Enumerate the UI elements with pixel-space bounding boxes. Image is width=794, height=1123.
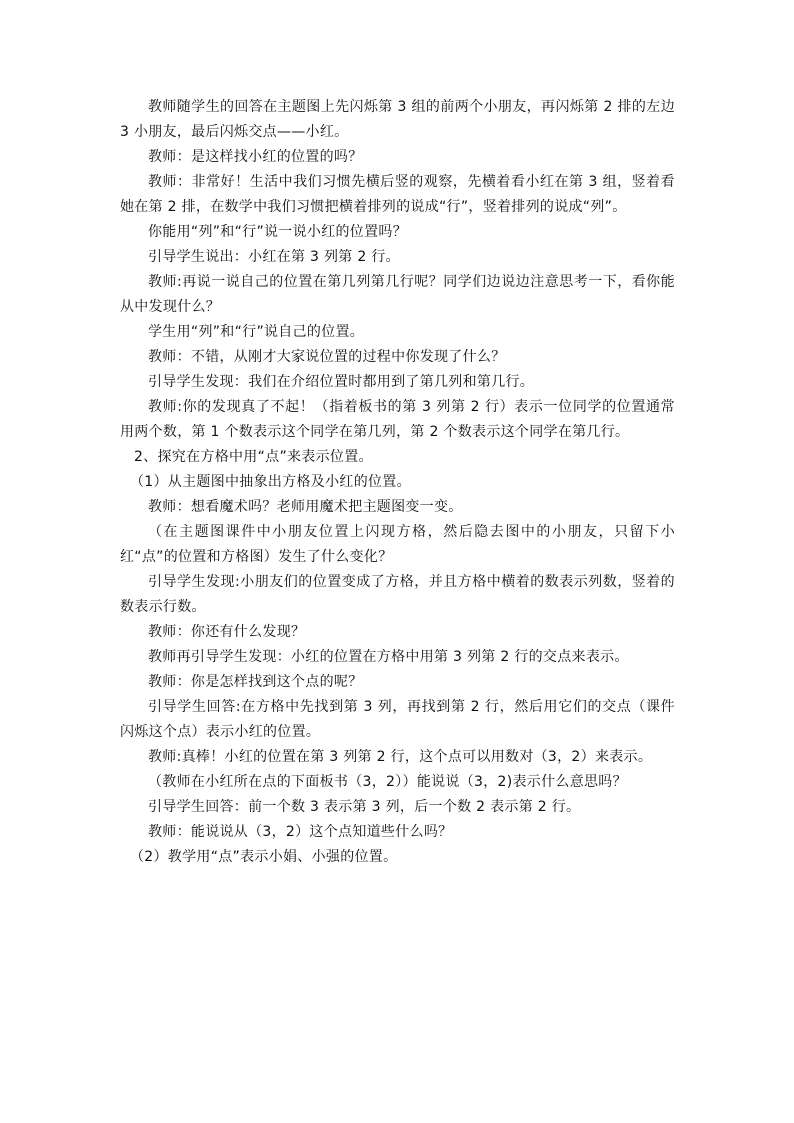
paragraph: 教师:你的发现真了不起！（指着板书的第 3 列第 2 行）表示一位同学的位置通常用两个数，第 1 个数表示这个同学在第几列，第 2 个数表示这个同学在第几行。 [120,399,675,440]
paragraph: 教师:再说一说自己的位置在第几列第几行呢？同学们边说边注意思考一下，看你能从中发现什么？ [120,274,675,315]
paragraph: 引导学生回答：前一个数 3 表示第 3 列，后一个数 2 表示第 2 行。 [148,799,581,815]
subsection-heading: （1）从主题图中抽象出方格及小红的位置。 [130,474,411,490]
paragraph: 教师:真棒！小红的位置在第 3 列第 2 行，这个点可以用数对（3，2）来表示。 [148,749,653,765]
section-heading: 2、探究在方格中用“点”来表示位置。 [134,449,373,465]
paragraph: 教师：你还有什么发现？ [148,624,306,640]
paragraph: 引导学生发现:小朋友们的位置变成了方格，并且方格中横着的数表示列数，竖着的数表示行数。 [120,574,675,615]
paragraph: 教师：想看魔术吗？老师用魔术把主题图变一变。 [148,499,463,515]
paragraph: 教师：你是怎样找到这个点的呢？ [148,674,363,690]
paragraph: 教师：不错，从刚才大家说位置的过程中你发现了什么？ [148,349,506,365]
paragraph: 教师随学生的回答在主题图上先闪烁第 3 组的前两个小朋友，再闪烁第 2 排的左边 3 小朋友，最后闪烁交点——小红。 [120,99,675,140]
paragraph: 你能用“列”和“行”说一说小红的位置吗？ [148,224,408,240]
paragraph: 教师再引导学生发现：小红的位置在方格中用第 3 列第 2 行的交点来表示。 [148,649,629,665]
paragraph: 教师：非常好！生活中我们习惯先横后竖的观察，先横着看小红在第 3 组，竖着看她在第 2 排，在数学中我们习惯把横着排列的说成“行”，竖着排列的说成“列”。 [120,174,675,215]
paragraph: 学生用“列”和“行”说自己的位置。 [148,324,365,340]
paragraph: 教师：能说说从（3，2）这个点知道些什么吗？ [148,824,453,840]
paragraph: 教师：是这样找小红的位置的吗？ [148,149,363,165]
document-body [120,95,675,870]
paragraph: （在主题图课件中小朋友位置上闪现方格，然后隐去图中的小朋友，只留下小红“点”的位置和方格图）发生了什么变化？ [120,524,675,565]
subsection-heading: （2）教学用“点”表示小娟、小强的位置。 [130,849,398,865]
paragraph: 引导学生回答:在方格中先找到第 3 列，再找到第 2 行，然后用它们的交点（课件闪烁这个点）表示小红的位置。 [120,699,675,740]
paragraph: 引导学生发现：我们在介绍位置时都用到了第几列和第几行。 [148,374,535,390]
paragraph: 引导学生说出：小红在第 3 列第 2 行。 [148,249,400,265]
paragraph: （教师在小红所在点的下面板书（3，2））能说说（3，2)表示什么意思吗？ [148,774,627,790]
